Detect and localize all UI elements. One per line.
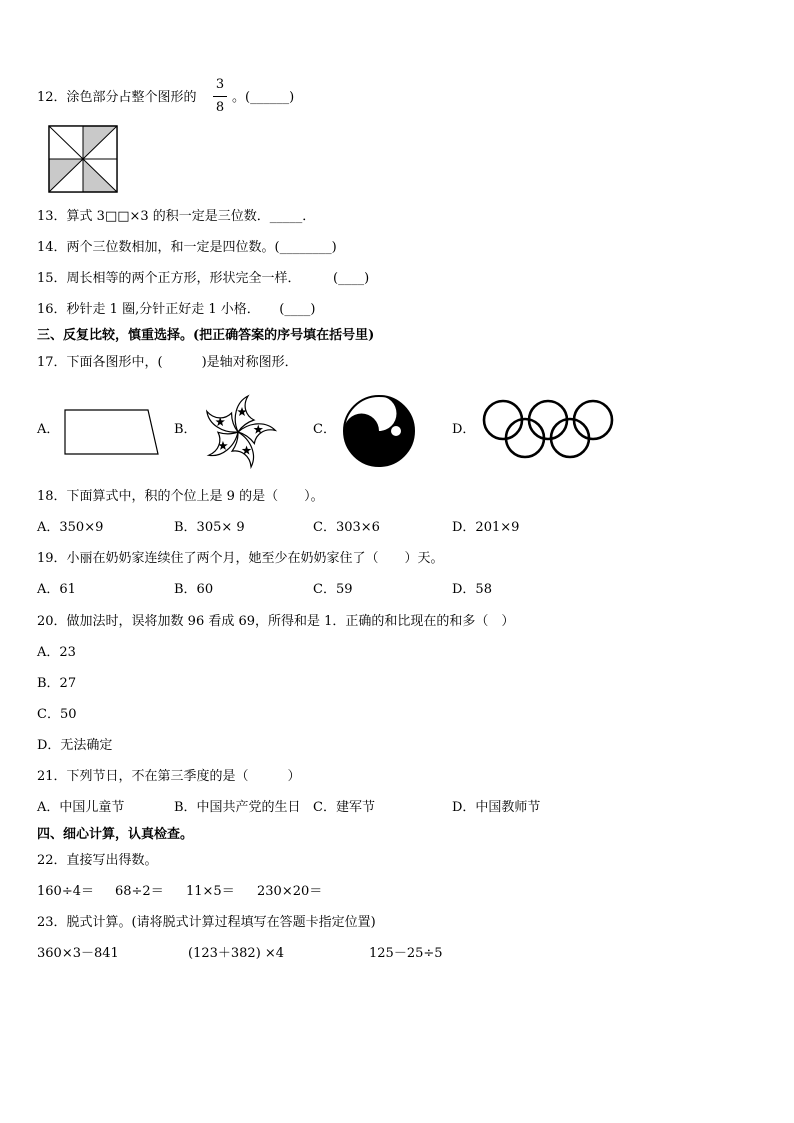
q18-text: 18．下面算式中，积的个位上是 9 的是（ ）。 [37, 489, 324, 504]
q12-text [37, 89, 197, 107]
q20-option-a: A．23 [37, 645, 76, 660]
q13-text: 13．算式 3□□×3 的积一定是三位数．_____． [37, 209, 316, 224]
q20-text: 20．做加法时，误将加数 96 看成 69，所得和是 1．正确的和比现在的和多（ ） [37, 614, 515, 629]
q21-text: 21．下列节日，不在第三季度的是（ ） [37, 769, 301, 784]
q19-option-b: B．60 [174, 582, 214, 597]
q18-option-c: C．303×6 [313, 520, 380, 535]
q12-frac-bar [213, 96, 227, 97]
q22-expr-1: 160÷4＝ [37, 884, 94, 899]
q18-option-b: B．305× 9 [174, 520, 245, 535]
q19-option-a: A．61 [37, 582, 76, 597]
q18-option-d: D．201×9 [452, 520, 520, 535]
section-3-heading: 三、反复比较，慎重选择。(把正确答案的序号填在括号里) [37, 328, 375, 343]
q17-text: 17．下面各图形中，( )是轴对称图形． [37, 355, 298, 370]
q22-text: 22．直接写出得数。 [37, 853, 158, 868]
q21-option-d: D．中国教师节 [452, 800, 541, 815]
q12-frac-num: 3 [215, 77, 225, 92]
q21-option-c: C．建军节 [313, 800, 375, 815]
q21-option-a: A．中国儿童节 [37, 800, 125, 815]
q15-text: 15．周长相等的两个正方形，形状完全一样． (____) [37, 271, 370, 286]
q18-option-a: A．350×9 [37, 520, 104, 535]
q17-bauhinia-figure [198, 393, 278, 471]
q12-answer-blank: 。(______) [232, 90, 295, 105]
q19-option-d: D．58 [452, 582, 492, 597]
q17-option-d-label: D． [452, 422, 476, 437]
q19-text: 19．小丽在奶奶家连续住了两个月，她至少在奶奶家住了（ ）天。 [37, 551, 444, 566]
q12-frac-den: 8 [215, 100, 225, 115]
q23-expr-2: (123＋382) ×4 [188, 946, 285, 961]
q22-expr-4: 230×20＝ [257, 884, 323, 899]
q20-option-d: D．无法确定 [37, 738, 113, 753]
q17-option-a-label: A． [37, 422, 60, 437]
q17-olympic-rings-figure [482, 400, 614, 460]
q17-yinyang-figure [342, 394, 416, 468]
section-4-heading: 四、细心计算，认真检查。 [37, 827, 194, 842]
q16-text: 16．秒针走 1 圈,分针正好走 1 小格． (____) [37, 302, 316, 317]
q23-text: 23．脱式计算。(请将脱式计算过程填写在答题卡指定位置) [37, 915, 376, 930]
q17-option-b-label: B． [174, 422, 197, 437]
q19-option-c: C．59 [313, 582, 353, 597]
q12-figure [48, 125, 118, 193]
q22-expr-2: 68÷2＝ [115, 884, 164, 899]
q23-expr-3: 125－25÷5 [369, 946, 443, 961]
q20-option-c: C．50 [37, 707, 77, 722]
q12-stem: 12．涂色部分占整个图形的 [37, 90, 197, 105]
q17-option-c-label: C． [313, 422, 336, 437]
q23-expr-1: 360×3－841 [37, 946, 119, 961]
q20-option-b: B．27 [37, 676, 77, 691]
q17-trapezoid-figure [64, 408, 160, 456]
q22-expr-3: 11×5＝ [186, 884, 235, 899]
q14-text: 14．两个三位数相加，和一定是四位数。(________) [37, 240, 337, 255]
q21-option-b: B．中国共产党的生日 [174, 800, 301, 815]
